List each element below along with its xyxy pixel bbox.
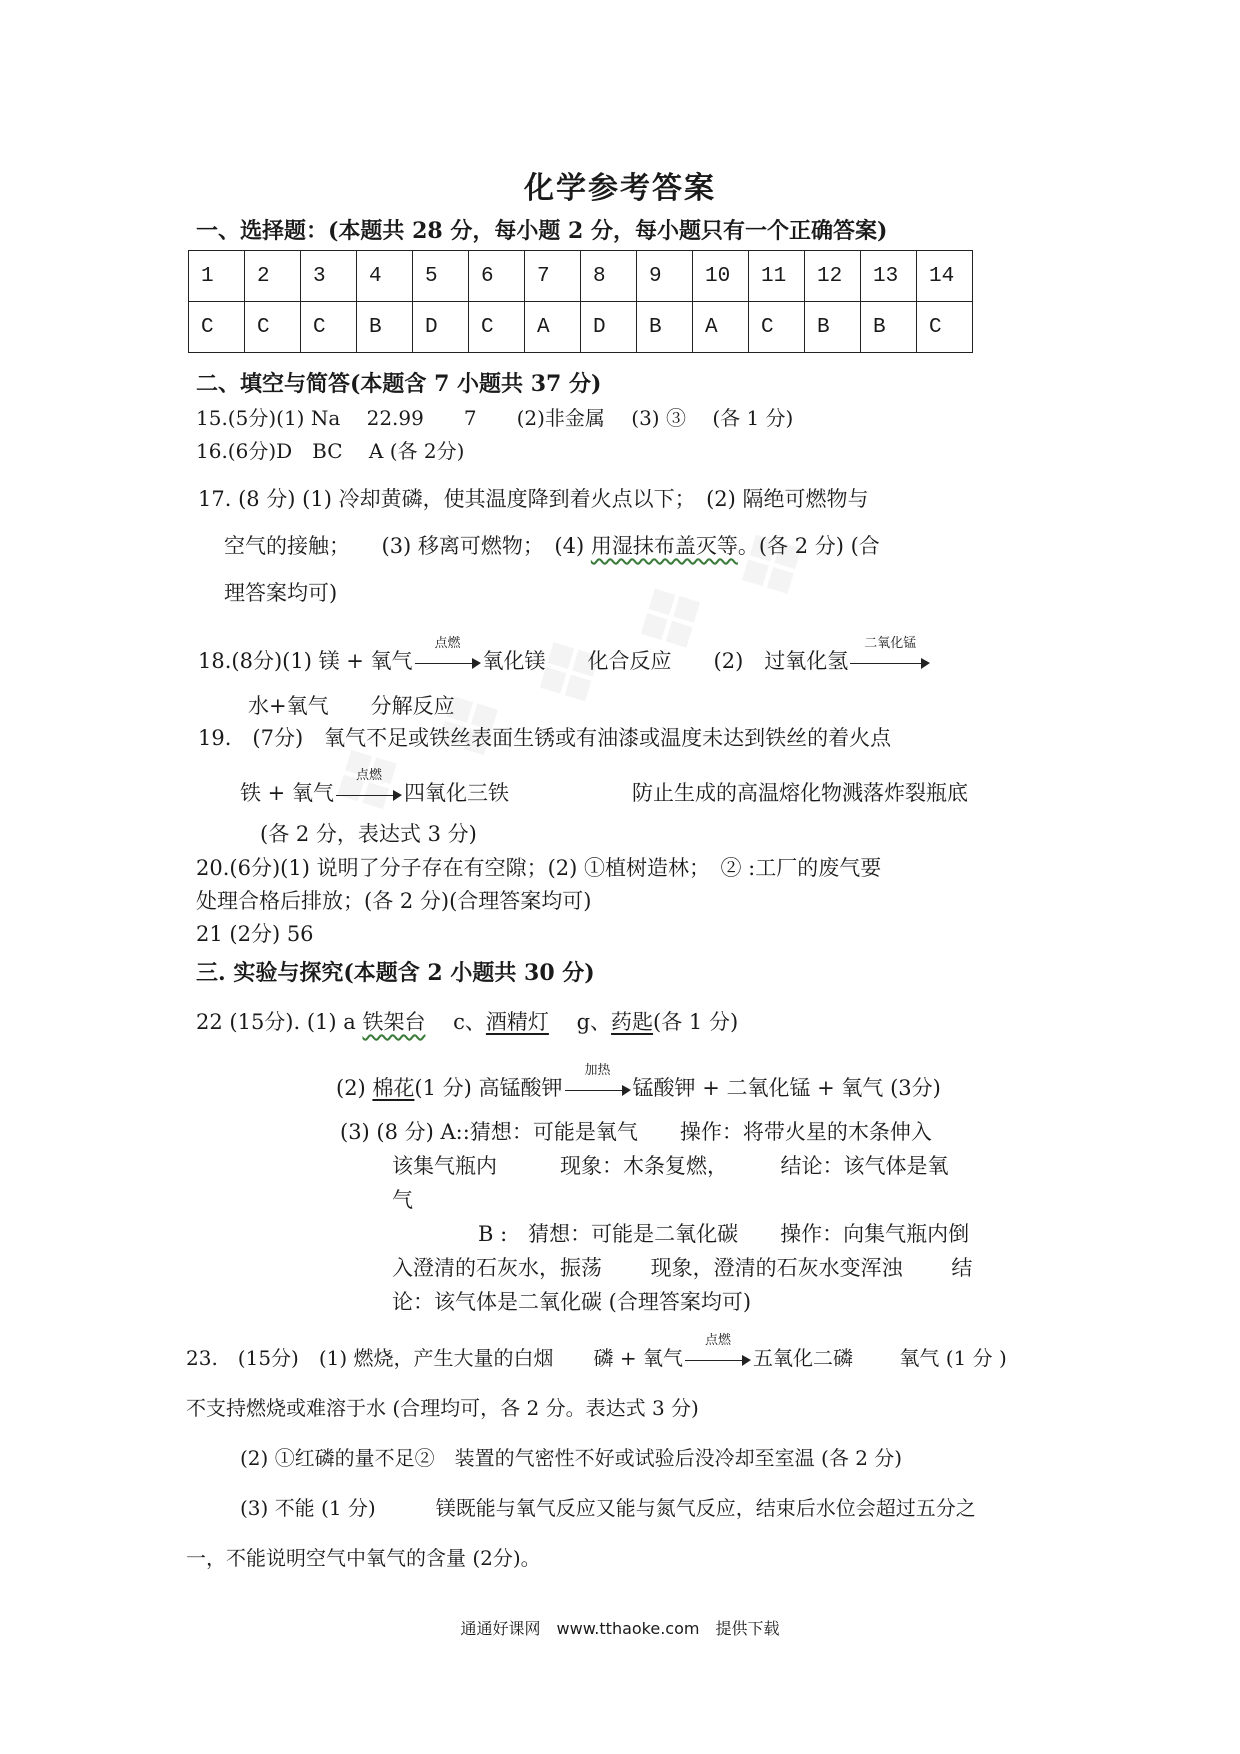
answer-cell: D bbox=[581, 302, 637, 353]
blank-answer: 药匙 bbox=[611, 1010, 654, 1034]
answer-cell: C bbox=[301, 302, 357, 353]
wavy-underlined-text: 用湿抹布盖灭等 bbox=[590, 534, 738, 558]
reaction-condition-label: 加热 bbox=[584, 1063, 611, 1078]
answer-q23-line2: 不支持燃烧或难溶于水 (合理均可，各 2 分。表达式 3 分) bbox=[186, 1396, 699, 1420]
answer-q23-line3: (2) ①红磷的量不足② 装置的气密性不好或试验后没冷却至室温 (各 2 分) bbox=[240, 1446, 903, 1470]
answer-table-answer-row bbox=[189, 302, 973, 353]
question-number-cell: 4 bbox=[357, 251, 413, 302]
question-number-cell: 3 bbox=[301, 251, 357, 302]
reaction-condition-label: 二氧化锰 bbox=[864, 636, 917, 651]
answer-q22-l3: (3) (8 分) A::猜想：可能是氧气 操作：将带火星的木条伸入 bbox=[340, 1120, 932, 1144]
answer-cell: C bbox=[469, 302, 525, 353]
answer-table bbox=[188, 250, 973, 353]
blank-answer: 棉花 bbox=[372, 1076, 415, 1100]
question-number-cell: 13 bbox=[861, 251, 917, 302]
answer-q17-line3: 理答案均可) bbox=[224, 581, 338, 605]
answer-q22-line1: 22 (15分). (1) a 铁架台 c、酒精灯 g、药匙(各 1 分) bbox=[196, 1010, 739, 1034]
answer-cell: B bbox=[805, 302, 861, 353]
reaction-condition-label: 点燃 bbox=[705, 1333, 732, 1348]
answer-cell: C bbox=[749, 302, 805, 353]
answer-q18-line2: 水+氧气 分解反应 bbox=[248, 694, 455, 718]
answer-q19-line2: 铁 + 氧气 点燃 四氧化三铁 bbox=[240, 777, 509, 807]
answer-q23-line1: 23. (15分) (1) 燃烧，产生大量的白烟 磷 + 氧气 点燃 五氧化二磷 氧气 (1 分 ) bbox=[186, 1342, 1007, 1371]
answer-cell: C bbox=[917, 302, 973, 353]
answer-cell: B bbox=[861, 302, 917, 353]
answer-q18-line1: 18.(8分)(1) 镁 + 氧气 点燃 氧化镁 化合反应 (2) 过氧化氢 二氧化锰 bbox=[198, 645, 932, 675]
section1-heading: 一、选择题：(本题共 28 分，每小题 2 分，每小题只有一个正确答案) bbox=[196, 218, 888, 244]
answer-cell: C bbox=[189, 302, 245, 353]
question-number-cell: 7 bbox=[525, 251, 581, 302]
question-number-cell: 12 bbox=[805, 251, 861, 302]
question-number-cell: 8 bbox=[581, 251, 637, 302]
answer-q19-line3: (各 2 分，表达式 3 分) bbox=[260, 822, 477, 846]
question-number-cell: 9 bbox=[637, 251, 693, 302]
question-number-cell: 10 bbox=[693, 251, 749, 302]
reaction-arrow bbox=[565, 1063, 631, 1099]
section2-heading: 二、填空与简答(本题含 7 小题共 37 分) bbox=[196, 371, 602, 397]
question-number-cell: 1 bbox=[189, 251, 245, 302]
answer-q15: 15.(5分)(1) Na 22.99 7 (2)非金属 (3) ③ (各 1 分) bbox=[196, 406, 794, 430]
download-footer: 通通好课网 www.tthaoke.com 提供下载 bbox=[460, 1619, 780, 1638]
answer-cell: C bbox=[245, 302, 301, 353]
reaction-condition-label: 点燃 bbox=[355, 768, 382, 783]
answer-q22-l4: 该集气瓶内 现象：木条复燃， 结论：该气体是氧 bbox=[392, 1154, 949, 1178]
answer-q22-l8: 论：该气体是二氧化碳 (合理答案均可) bbox=[392, 1290, 752, 1314]
question-number-cell: 5 bbox=[413, 251, 469, 302]
question-number-cell: 14 bbox=[917, 251, 973, 302]
answer-q23-line4: (3) 不能 (1 分) 镁既能与氧气反应又能与氮气反应，结束后水位会超过五分之 bbox=[240, 1496, 976, 1520]
answer-q20-line1: 20.(6分)(1) 说明了分子存在有空隙；(2) ①植树造林； ② :工厂的废气要 bbox=[196, 856, 882, 880]
answer-q22-l6: B : 猜想：可能是二氧化碳 操作：向集气瓶内倒 bbox=[478, 1222, 970, 1246]
answer-q16: 16.(6分)D BC A (各 2分) bbox=[196, 439, 465, 463]
reaction-arrow bbox=[685, 1333, 751, 1369]
answer-q21: 21 (2分) 56 bbox=[196, 922, 314, 946]
answer-table-number-row bbox=[189, 251, 973, 302]
blank-answer: 酒精灯 bbox=[485, 1010, 549, 1034]
reaction-arrow bbox=[850, 636, 930, 672]
answer-cell: B bbox=[357, 302, 413, 353]
question-number-cell: 2 bbox=[245, 251, 301, 302]
answer-cell: B bbox=[637, 302, 693, 353]
answer-cell: A bbox=[525, 302, 581, 353]
answer-q19-line1: 19. (7分) 氧气不足或铁丝表面生锈或有油漆或温度未达到铁丝的着火点 bbox=[198, 726, 892, 750]
reaction-arrow bbox=[336, 768, 402, 804]
answer-q17-line2: 空气的接触； (3) 移离可燃物； (4) 用湿抹布盖灭等。(各 2 分) (合 bbox=[224, 534, 880, 558]
answer-cell: D bbox=[413, 302, 469, 353]
answer-cell: A bbox=[693, 302, 749, 353]
answer-q22-l5: 气 bbox=[392, 1188, 413, 1212]
answer-q17-line1: 17. (8 分) (1) 冷却黄磷，使其温度降到着火点以下； (2) 隔绝可燃物与 bbox=[198, 487, 869, 511]
answer-q19-purpose: 防止生成的高温熔化物溅落炸裂瓶底 bbox=[632, 781, 968, 805]
question-number-cell: 11 bbox=[749, 251, 805, 302]
blank-answer: 铁架台 bbox=[362, 1010, 426, 1034]
question-number-cell: 6 bbox=[469, 251, 525, 302]
answer-q22-l7: 入澄清的石灰水，振荡 现象，澄清的石灰水变浑浊 结 bbox=[392, 1256, 973, 1280]
answer-q20-line2: 处理合格后排放；(各 2 分)(合理答案均可) bbox=[196, 889, 592, 913]
answer-q23-line5: 一，不能说明空气中氧气的含量 (2分)。 bbox=[186, 1546, 541, 1570]
section3-heading: 三. 实验与探究(本题含 2 小题共 30 分) bbox=[196, 960, 595, 986]
answer-q22-line2: (2) 棉花(1 分) 高锰酸钾 加热 锰酸钾 + 二氧化锰 + 氧气 (3分) bbox=[336, 1072, 941, 1102]
page-title: 化学参考答案 bbox=[524, 171, 716, 206]
reaction-arrow bbox=[415, 636, 481, 672]
reaction-condition-label: 点燃 bbox=[434, 636, 461, 651]
